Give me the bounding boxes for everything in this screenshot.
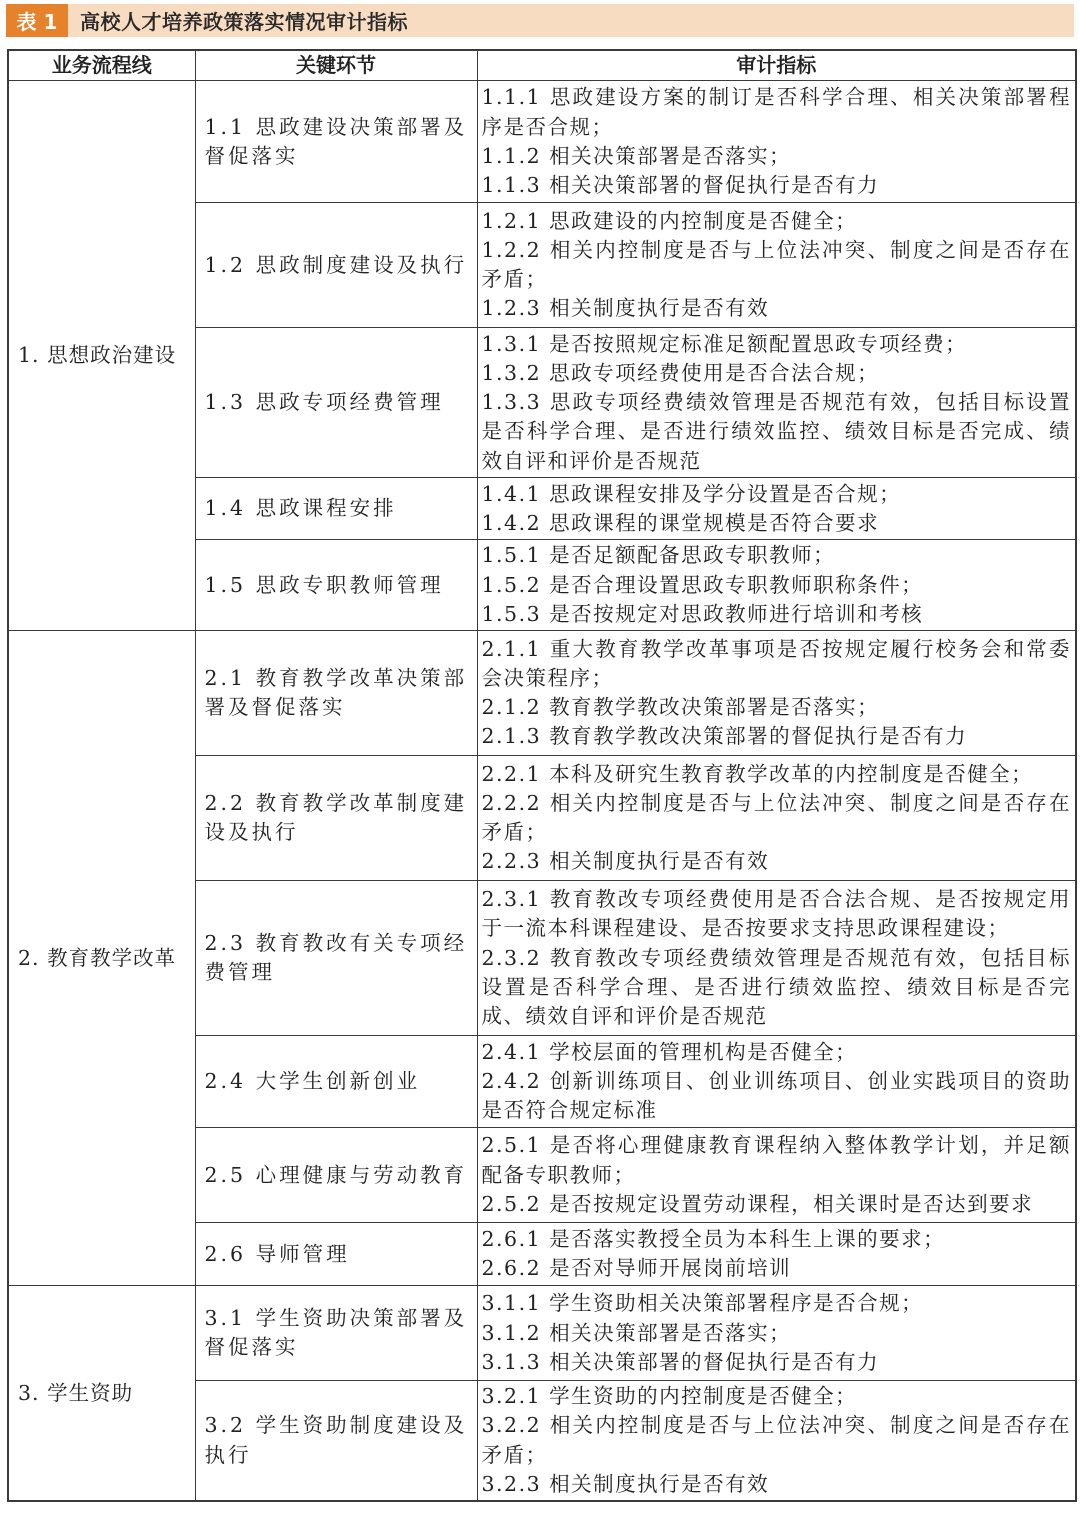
indicator-item: 1.2.2 相关内控制度是否与上位法冲突、制度之间是否存在矛盾； (481, 238, 1071, 292)
indicator-item: 2.2.3 相关制度执行是否有效 (481, 849, 770, 874)
key-link-cell: 1.2 思政制度建设及执行 (195, 203, 477, 328)
header-row (8, 50, 1076, 81)
key-link-cell: 1.5 思政专职教师管理 (195, 540, 477, 631)
audit-indicator-cell (477, 478, 1076, 540)
key-link-cell: 1.3 思政专项经费管理 (195, 328, 477, 478)
key-link-cell: 2.5 心理健康与劳动教育 (195, 1128, 477, 1223)
table-title-bar (6, 4, 1074, 37)
key-link-cell: 2.3 教育教改有关专项经费管理 (195, 881, 477, 1036)
business-process-cell: 1. 思想政治建设 (8, 81, 195, 631)
indicator-item: 2.4.2 创新训练项目、创业训练项目、创业实践项目的资助是否符合规定标准 (481, 1069, 1071, 1123)
indicator-item: 2.4.1 学校层面的管理机构是否健全； (481, 1039, 858, 1064)
indicator-item: 1.1.2 相关决策部署是否落实； (481, 143, 792, 168)
table-number-tag: 表 1 (6, 4, 68, 37)
indicator-item: 1.3.2 思政专项经费使用是否合法合规； (481, 360, 880, 385)
indicator-item: 2.6.2 是否对导师开展岗前培训 (481, 1256, 792, 1281)
audit-indicator-cell (477, 328, 1076, 478)
indicator-item: 1.5.2 是否合理设置思政专职教师职称条件； (481, 572, 924, 597)
indicator-item: 3.1.2 相关决策部署是否落实； (481, 1320, 792, 1345)
audit-indicator-cell (477, 1286, 1076, 1381)
indicator-item: 3.2.3 相关制度执行是否有效 (481, 1471, 770, 1496)
indicator-item: 1.3.1 是否按照规定标准足额配置思政专项经费； (481, 331, 968, 356)
business-process-cell: 2. 教育教学改革 (8, 631, 195, 1286)
indicator-item: 2.5.1 是否将心理健康教育课程纳入整体教学计划，并足额配备专职教师； (481, 1133, 1071, 1187)
indicator-item: 1.5.3 是否按规定对思政教师进行培训和考核 (481, 601, 924, 626)
audit-indicator-cell (477, 756, 1076, 881)
indicator-item: 2.3.2 教育教改专项经费绩效管理是否规范有效，包括目标设置是否科学合理、是否进行绩效监控、绩效目标是否完成、绩效自评和评价是否规范 (481, 945, 1071, 1028)
key-link-cell: 2.2 教育教学改革制度建设及执行 (195, 756, 477, 881)
audit-indicator-cell (477, 1381, 1076, 1501)
audit-indicator-cell (477, 203, 1076, 328)
indicator-item: 2.6.1 是否落实教授全员为本科生上课的要求； (481, 1227, 946, 1251)
indicator-item: 1.4.1 思政课程安排及学分设置是否合规； (481, 481, 902, 506)
audit-indicator-cell (477, 1128, 1076, 1223)
indicator-item: 1.1.3 相关决策部署的督促执行是否有力 (481, 172, 880, 197)
audit-indicator-cell (477, 881, 1076, 1036)
indicator-item: 2.1.3 教育教学教改决策部署的督促执行是否有力 (481, 724, 968, 749)
indicator-item: 1.4.2 思政课程的课堂规模是否符合要求 (481, 510, 880, 535)
header-business-process: 业务流程线 (8, 50, 195, 81)
indicator-item: 2.2.2 相关内控制度是否与上位法冲突、制度之间是否存在矛盾； (481, 791, 1071, 845)
table-title: 高校人才培养政策落实情况审计指标 (80, 10, 408, 34)
indicator-item: 1.3.3 思政专项经费绩效管理是否规范有效，包括目标设置是否科学合理、是否进行绩效监控、绩效目标是否完成、绩效自评和评价是否规范 (481, 390, 1071, 473)
key-link-cell: 2.4 大学生创新创业 (195, 1036, 477, 1128)
header-audit-indicator: 审计指标 (477, 50, 1076, 81)
key-link-cell: 3.2 学生资助制度建设及执行 (195, 1381, 477, 1501)
table-body (8, 81, 1076, 1501)
indicator-item: 3.2.2 相关内控制度是否与上位法冲突、制度之间是否存在矛盾； (481, 1413, 1071, 1467)
business-process-cell: 3. 学生资助 (8, 1286, 195, 1501)
audit-indicator-cell (477, 1036, 1076, 1128)
table-row (8, 81, 1076, 203)
indicator-item: 1.2.3 相关制度执行是否有效 (481, 296, 770, 321)
key-link-cell: 3.1 学生资助决策部署及督促落实 (195, 1286, 477, 1381)
key-link-cell: 1.4 思政课程安排 (195, 478, 477, 540)
indicator-item: 3.1.3 相关决策部署的督促执行是否有力 (481, 1349, 880, 1374)
indicator-item: 1.5.1 是否足额配备思政专职教师； (481, 543, 836, 568)
indicator-item: 2.2.1 本科及研究生教育教学改革的内控制度是否健全； (481, 761, 1034, 786)
key-link-cell: 2.6 导师管理 (195, 1223, 477, 1286)
indicator-item: 2.3.1 教育教改专项经费使用是否合法合规、是否按规定用于一流本科课程建设、是否按要求支持思政课程建设； (481, 887, 1071, 941)
audit-indicator-cell (477, 540, 1076, 631)
audit-indicator-cell (477, 81, 1076, 203)
audit-indicator-table (7, 49, 1077, 1502)
indicator-item: 2.1.1 重大教育教学改革事项是否按规定履行校务会和常委会决策程序； (481, 636, 1071, 690)
indicator-item: 3.1.1 学生资助相关决策部署程序是否合规； (481, 1291, 924, 1316)
indicator-item: 1.2.1 思政建设的内控制度是否健全； (481, 208, 858, 233)
audit-indicator-cell (477, 1223, 1076, 1286)
indicator-item: 1.1.1 思政建设方案的制订是否科学合理、相关决策部署程序是否合规； (481, 85, 1071, 139)
audit-indicator-cell (477, 631, 1076, 756)
table-row (8, 631, 1076, 756)
indicator-item: 2.1.2 教育教学教改决策部署是否落实； (481, 695, 880, 720)
header-key-link: 关键环节 (195, 50, 477, 81)
table-row (8, 1286, 1076, 1381)
indicator-item: 3.2.1 学生资助的内控制度是否健全； (481, 1384, 858, 1409)
indicator-item: 2.5.2 是否按规定设置劳动课程，相关课时是否达到要求 (481, 1191, 1034, 1216)
key-link-cell: 2.1 教育教学改革决策部署及督促落实 (195, 631, 477, 756)
key-link-cell: 1.1 思政建设决策部署及督促落实 (195, 81, 477, 203)
